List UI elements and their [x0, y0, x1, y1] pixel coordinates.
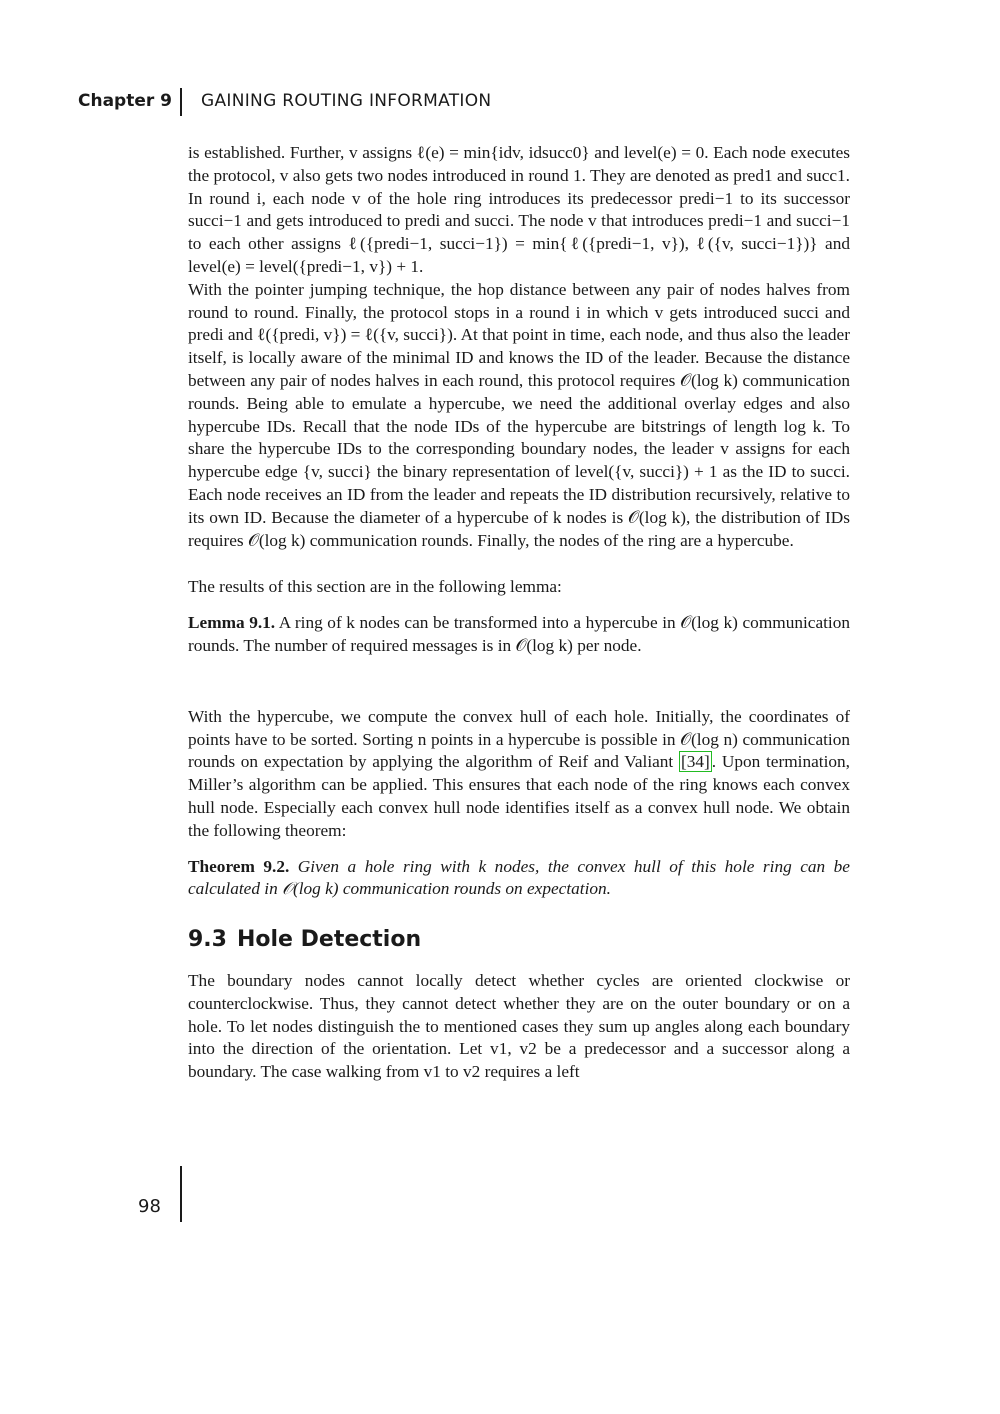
chapter-label: Chapter 9 [78, 91, 173, 111]
page-body [188, 142, 850, 1084]
theorem-label: Theorem 9.2. [188, 856, 290, 876]
section-title: Hole Detection [236, 927, 422, 953]
footer-divider [180, 1166, 182, 1222]
paragraph-ring-protocol: is established. Further, v assigns ℓ(e) = min{idv, idsucc0} and level(e) = 0. Each node executes the protocol, v also gets two nodes introduced in round 1. They are denoted as pred1 and succ1. In round i, each node v of the hole ring introduces its predecessor predi−1 to its successor succi−1 and gets introduced to predi and succi. The node v that introduces predi−1 and succi−1 to each other assigns ℓ({predi−1, succi−1}) = min{ℓ({predi−1, v}), ℓ({v, succi−1})} and level(e) = level({predi−1, v}) + 1. [188, 143, 850, 276]
page-number: 98 [138, 1196, 161, 1217]
lemma-label: Lemma 9.1. [188, 613, 276, 633]
lemma-9-1 [188, 612, 850, 658]
paragraph-convex-hull [188, 706, 850, 843]
theorem-statement: Given a hole ring with k nodes, the convex hull of this hole ring can be calculated in 𝒪(log k) communication rounds on expectation. [188, 856, 850, 899]
theorem-9-2 [188, 856, 850, 902]
convex-hull-text-post: . Upon termination, Miller’s algorithm can be applied. This ensures that each node of the ring knows each convex hull node. Especially each convex hull node identifies itself as a convex hull node. We obtain the following theorem: [188, 752, 850, 840]
section-heading [188, 929, 850, 952]
citation-link-34[interactable]: [34] [680, 752, 710, 772]
chapter-title: GAINING ROUTING INFORMATION [201, 91, 492, 111]
paragraph-results-intro: The results of this section are in the following lemma: [188, 577, 562, 597]
lemma-statement: A ring of k nodes can be transformed into a hypercube in 𝒪(log k) communication rounds. The number of required messages is in 𝒪(log k) per node. [188, 613, 851, 655]
section-number: 9.3 [188, 927, 227, 953]
paragraph-hole-detection: The boundary nodes cannot locally detect whether cycles are oriented clockwise or counterclockwise. Thus, they cannot detect whether they are on the outer boundary or on a hole. To let nodes distinguish the to mentioned cases they sum up angles along each boundary into the direction of the orientation. Let v1, v2 be a predecessor and a successor along a boundary. The case walking from v1 to v2 requires a left [188, 970, 850, 1082]
paragraph-pointer-jumping: With the pointer jumping technique, the hop distance between any pair of nodes halves from round to round. Finally, the protocol stops in a round i in which v gets introduced succi and predi and ℓ({predi, v}) = ℓ({v, succi}). At that point in time, each node, and thus also the leader itself, is locally aware of the minimal ID and knows the ID of the leader. Because the distance between any pair of nodes halves in each round, this protocol requires 𝒪(log k) communication rounds. Being able to emulate a hypercube, we need the additional overlay edges and also hypercube IDs. Recall that the node IDs of the hypercube are bitstrings of length log k. To share the hypercube IDs to the corresponding boundary nodes, the leader v assigns for each hypercube edge {v, succi} the binary representation of level({v, succi}) + 1 as the ID to succi. Each node receives an ID from the leader and repeats the ID distribution recursively, relative to its own ID. Because the diameter of a hypercube of k nodes is 𝒪(log k), the distribution of IDs requires 𝒪(log k) communication rounds. Finally, the nodes of the ring are a hypercube. [188, 279, 850, 550]
convex-hull-text-pre: With the hypercube, we compute the convex hull of each hole. Initially, the coordinates of points have to be sorted. Sorting n points in a hypercube is possible in 𝒪(log n) communication rounds on expectation by applying the algorithm of Reif and Valiant [188, 706, 850, 772]
header-divider [180, 88, 182, 116]
